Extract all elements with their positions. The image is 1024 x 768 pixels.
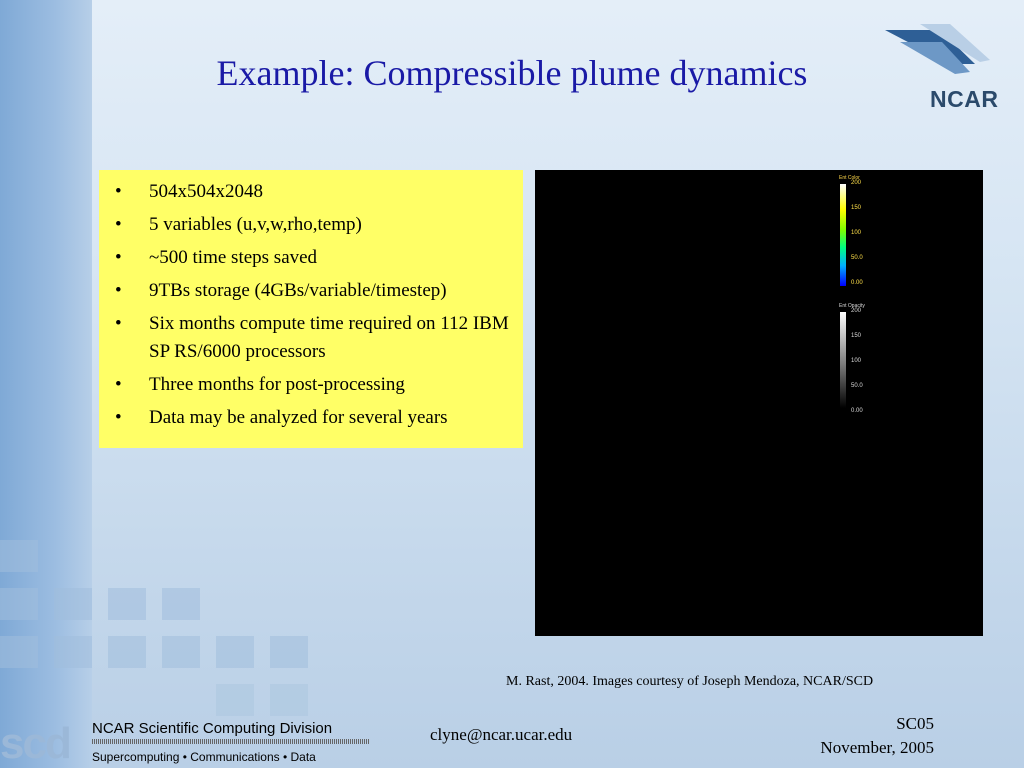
bullet-item: • Three months for post-processing	[109, 371, 513, 399]
bullet-dot: •	[115, 214, 122, 235]
bullet-item: • Six months compute time required on 112 IBM SP RS/6000 processors	[109, 310, 513, 366]
bullet-list	[109, 178, 513, 432]
opacity-legend-title: Ent Opacity	[839, 303, 865, 309]
bullet-dot: •	[115, 247, 122, 268]
scd-logo: scd	[0, 719, 70, 768]
slide-title: Example: Compressible plume dynamics	[216, 53, 808, 93]
bullet-dot: •	[115, 313, 122, 334]
opacity-tick: 100	[851, 358, 862, 364]
image-caption: M. Rast, 2004. Images courtesy of Joseph Mendoza, NCAR/SCD	[506, 674, 874, 689]
footer-org-name: NCAR Scientific Computing Division	[92, 720, 333, 737]
bullet-dot: •	[115, 407, 122, 428]
opacity-tick: 50.0	[851, 383, 863, 389]
bullet-item: • Data may be analyzed for several years	[109, 404, 513, 432]
color-legend-bar	[840, 184, 846, 286]
color-tick: 200	[851, 180, 862, 186]
footer-event-name: SC05	[896, 714, 934, 733]
bullet-item: • 9TBs storage (4GBs/variable/timestep)	[109, 277, 513, 305]
ncar-logo-text: NCAR	[930, 86, 999, 112]
color-legend-title: Ent Color	[839, 175, 860, 181]
bullet-item: • 504x504x2048	[109, 178, 513, 206]
opacity-tick: 200	[851, 308, 862, 314]
footer-event	[820, 712, 934, 760]
bullet-dot: •	[115, 374, 122, 395]
footer-tagline: Supercomputing • Communications • Data	[92, 750, 316, 764]
color-tick: 100	[851, 230, 862, 236]
bullet-list-box	[99, 170, 523, 448]
color-tick: 150	[851, 205, 862, 211]
opacity-tick: 0.00	[851, 408, 863, 414]
color-tick: 50.0	[851, 255, 863, 261]
footer-email: clyne@ncar.ucar.edu	[430, 725, 573, 744]
color-tick: 0.00	[851, 280, 863, 286]
bullet-item: • ~500 time steps saved	[109, 244, 513, 272]
footer-event-date: November, 2005	[820, 738, 934, 757]
bullet-dot: •	[115, 280, 122, 301]
bullet-item: • 5 variables (u,v,w,rho,temp)	[109, 211, 513, 239]
footer-divider	[92, 739, 370, 744]
background-tiles	[0, 540, 360, 720]
opacity-tick: 150	[851, 333, 862, 339]
bullet-dot: •	[115, 181, 122, 202]
visualization-panel	[535, 170, 983, 636]
opacity-legend-bar	[840, 312, 846, 408]
